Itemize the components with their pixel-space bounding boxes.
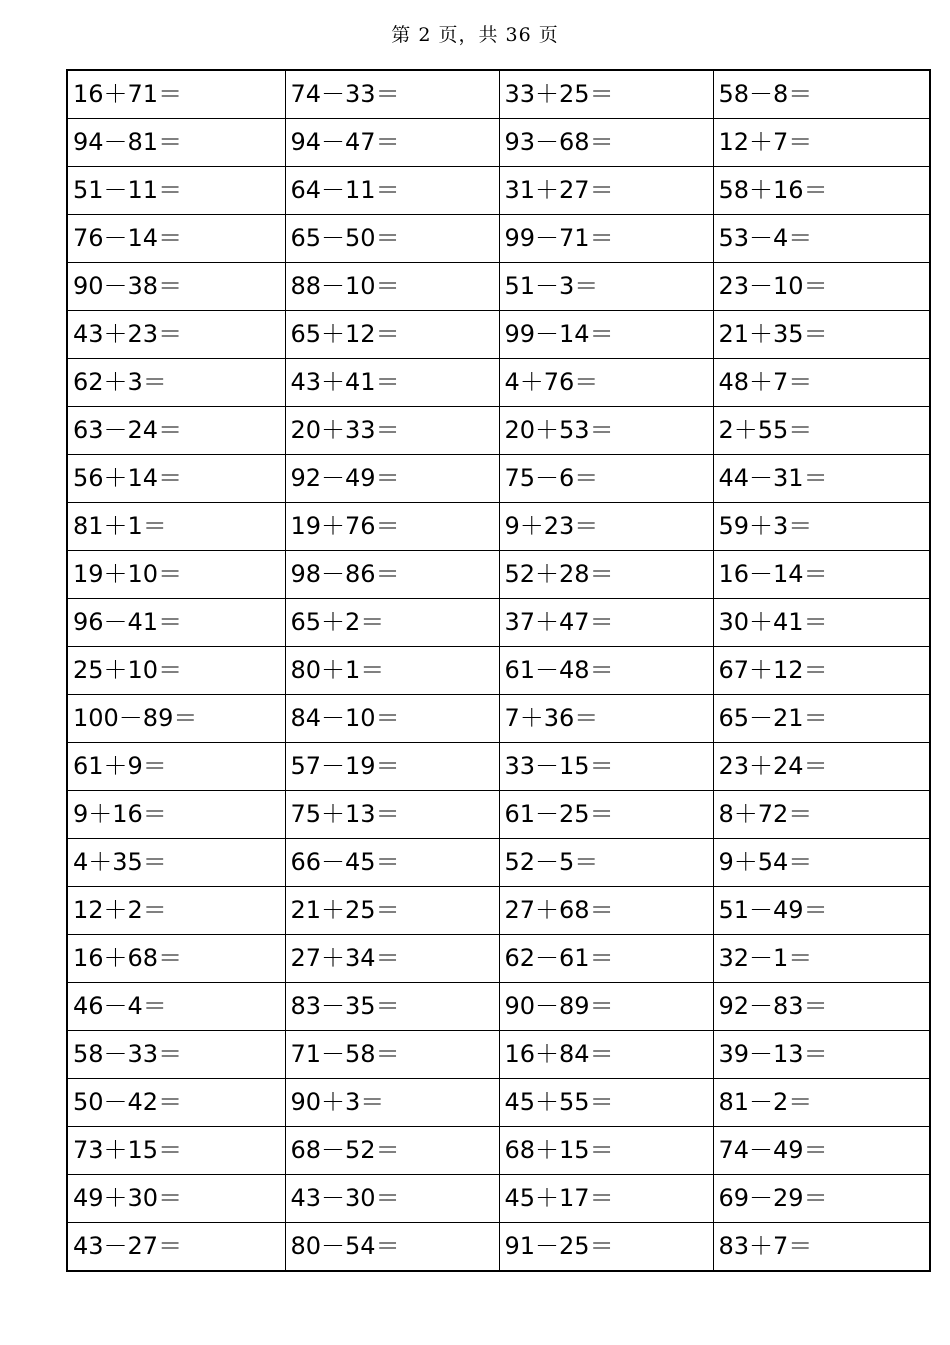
- page-number-header: 第 2 页，共 36 页: [391, 24, 559, 46]
- problem-cell: 12＋7＝: [713, 119, 930, 167]
- problem-cell: 51－3＝: [499, 263, 713, 311]
- problem-row: [67, 1079, 930, 1127]
- arithmetic-problem-table: [66, 69, 931, 1272]
- problem-cell: 23－10＝: [713, 263, 930, 311]
- problem-cell: 57－19＝: [285, 743, 499, 791]
- problem-row: [67, 455, 930, 503]
- problem-cell: 90－89＝: [499, 983, 713, 1031]
- problem-cell: 52－5＝: [499, 839, 713, 887]
- problem-cell: 71－58＝: [285, 1031, 499, 1079]
- problem-cell: 98－86＝: [285, 551, 499, 599]
- problem-row: [67, 263, 930, 311]
- problem-row: [67, 647, 930, 695]
- problem-cell: 80－54＝: [285, 1223, 499, 1272]
- problem-cell: 92－49＝: [285, 455, 499, 503]
- problem-cell: 44－31＝: [713, 455, 930, 503]
- problem-cell: 23＋24＝: [713, 743, 930, 791]
- problem-cell: 94－47＝: [285, 119, 499, 167]
- problem-cell: 96－41＝: [67, 599, 285, 647]
- problem-cell: 30＋41＝: [713, 599, 930, 647]
- problem-cell: 20＋53＝: [499, 407, 713, 455]
- problem-table-body: [67, 70, 930, 1271]
- problem-cell: 31＋27＝: [499, 167, 713, 215]
- problem-cell: 58－8＝: [713, 70, 930, 119]
- problem-cell: 52＋28＝: [499, 551, 713, 599]
- problem-cell: 43－30＝: [285, 1175, 499, 1223]
- problem-cell: 45＋55＝: [499, 1079, 713, 1127]
- problem-cell: 48＋7＝: [713, 359, 930, 407]
- problem-cell: 61＋9＝: [67, 743, 285, 791]
- problem-cell: 58＋16＝: [713, 167, 930, 215]
- problem-cell: 51－49＝: [713, 887, 930, 935]
- problem-row: [67, 887, 930, 935]
- problem-row: [67, 311, 930, 359]
- problem-cell: 73＋15＝: [67, 1127, 285, 1175]
- problem-cell: 19＋76＝: [285, 503, 499, 551]
- problem-row: [67, 1223, 930, 1272]
- problem-cell: 43＋41＝: [285, 359, 499, 407]
- problem-cell: 61－48＝: [499, 647, 713, 695]
- problem-cell: 61－25＝: [499, 791, 713, 839]
- problem-cell: 62＋3＝: [67, 359, 285, 407]
- problem-row: [67, 407, 930, 455]
- problem-cell: 33－15＝: [499, 743, 713, 791]
- problem-cell: 46－4＝: [67, 983, 285, 1031]
- problem-cell: 68－52＝: [285, 1127, 499, 1175]
- problem-row: [67, 167, 930, 215]
- problem-cell: 67＋12＝: [713, 647, 930, 695]
- problem-cell: 99－14＝: [499, 311, 713, 359]
- problem-cell: 65＋2＝: [285, 599, 499, 647]
- problem-row: [67, 791, 930, 839]
- problem-cell: 9＋16＝: [67, 791, 285, 839]
- problem-cell: 69－29＝: [713, 1175, 930, 1223]
- problem-row: [67, 599, 930, 647]
- problem-cell: 21＋25＝: [285, 887, 499, 935]
- problem-cell: 80＋1＝: [285, 647, 499, 695]
- problem-cell: 50－42＝: [67, 1079, 285, 1127]
- problem-row: [67, 503, 930, 551]
- problem-cell: 19＋10＝: [67, 551, 285, 599]
- problem-cell: 94－81＝: [67, 119, 285, 167]
- problem-cell: 25＋10＝: [67, 647, 285, 695]
- problem-row: [67, 1127, 930, 1175]
- problem-cell: 65＋12＝: [285, 311, 499, 359]
- problem-row: [67, 743, 930, 791]
- problem-row: [67, 551, 930, 599]
- problem-cell: 93－68＝: [499, 119, 713, 167]
- problem-row: [67, 1031, 930, 1079]
- problem-cell: 27＋34＝: [285, 935, 499, 983]
- problem-cell: 49＋30＝: [67, 1175, 285, 1223]
- problem-cell: 9＋54＝: [713, 839, 930, 887]
- problem-cell: 4＋76＝: [499, 359, 713, 407]
- problem-row: [67, 983, 930, 1031]
- problem-cell: 4＋35＝: [67, 839, 285, 887]
- problem-cell: 66－45＝: [285, 839, 499, 887]
- problem-cell: 81－2＝: [713, 1079, 930, 1127]
- problem-cell: 62－61＝: [499, 935, 713, 983]
- problem-cell: 37＋47＝: [499, 599, 713, 647]
- problem-cell: 16＋84＝: [499, 1031, 713, 1079]
- problem-cell: 27＋68＝: [499, 887, 713, 935]
- problem-cell: 59＋3＝: [713, 503, 930, 551]
- problem-cell: 8＋72＝: [713, 791, 930, 839]
- problem-cell: 63－24＝: [67, 407, 285, 455]
- problem-cell: 90＋3＝: [285, 1079, 499, 1127]
- problem-cell: 74－33＝: [285, 70, 499, 119]
- problem-cell: 21＋35＝: [713, 311, 930, 359]
- problem-cell: 51－11＝: [67, 167, 285, 215]
- problem-row: [67, 1175, 930, 1223]
- problem-cell: 43－27＝: [67, 1223, 285, 1272]
- problem-cell: 9＋23＝: [499, 503, 713, 551]
- problem-row: [67, 839, 930, 887]
- problem-cell: 99－71＝: [499, 215, 713, 263]
- problem-row: [67, 695, 930, 743]
- problem-cell: 88－10＝: [285, 263, 499, 311]
- problem-cell: 76－14＝: [67, 215, 285, 263]
- problem-row: [67, 935, 930, 983]
- problem-row: [67, 215, 930, 263]
- problem-cell: 45＋17＝: [499, 1175, 713, 1223]
- problem-cell: 32－1＝: [713, 935, 930, 983]
- problem-cell: 68＋15＝: [499, 1127, 713, 1175]
- problem-cell: 84－10＝: [285, 695, 499, 743]
- problem-cell: 53－4＝: [713, 215, 930, 263]
- problem-cell: 75＋13＝: [285, 791, 499, 839]
- problem-cell: 33＋25＝: [499, 70, 713, 119]
- problem-cell: 20＋33＝: [285, 407, 499, 455]
- problem-row: [67, 359, 930, 407]
- problem-row: [67, 70, 930, 119]
- problem-cell: 75－6＝: [499, 455, 713, 503]
- problem-cell: 92－83＝: [713, 983, 930, 1031]
- problem-cell: 64－11＝: [285, 167, 499, 215]
- problem-cell: 65－50＝: [285, 215, 499, 263]
- problem-cell: 100－89＝: [67, 695, 285, 743]
- problem-cell: 7＋36＝: [499, 695, 713, 743]
- problem-cell: 74－49＝: [713, 1127, 930, 1175]
- problem-cell: 16＋68＝: [67, 935, 285, 983]
- problem-cell: 58－33＝: [67, 1031, 285, 1079]
- problem-cell: 83＋7＝: [713, 1223, 930, 1272]
- problem-cell: 91－25＝: [499, 1223, 713, 1272]
- problem-cell: 43＋23＝: [67, 311, 285, 359]
- problem-cell: 16＋71＝: [67, 70, 285, 119]
- problem-cell: 90－38＝: [67, 263, 285, 311]
- problem-cell: 56＋14＝: [67, 455, 285, 503]
- problem-cell: 65－21＝: [713, 695, 930, 743]
- problem-cell: 83－35＝: [285, 983, 499, 1031]
- problem-cell: 12＋2＝: [67, 887, 285, 935]
- problem-row: [67, 119, 930, 167]
- problem-cell: 39－13＝: [713, 1031, 930, 1079]
- problem-cell: 16－14＝: [713, 551, 930, 599]
- problem-cell: 81＋1＝: [67, 503, 285, 551]
- problem-cell: 2＋55＝: [713, 407, 930, 455]
